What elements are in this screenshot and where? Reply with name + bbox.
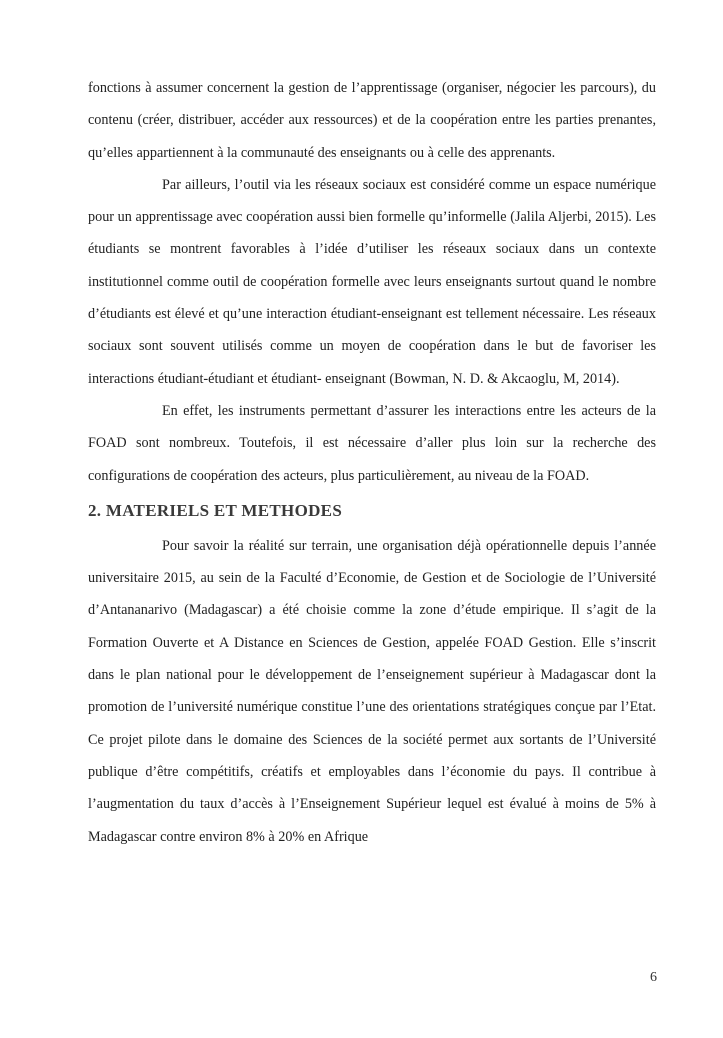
page-number: 6 <box>650 970 657 985</box>
paragraph-instruments: En effet, les instruments permettant d’assurer les interactions entre les acteurs de la FOAD sont nombreux. Toutefois, il est nécessaire d’aller plus loin sur la recherche des configurations de coopération des acteurs, plus particulièrement, au niveau de la FOAD. <box>88 402 656 484</box>
paragraph-social-networks: Par ailleurs, l’outil via les réseaux sociaux est considéré comme un espace numérique pour un apprentissage avec coopération aussi bien formelle qu’informelle (Jalila Aljerbi, 2015). Les étudiants se montrent favorables à l’idée d’utiliser les réseaux sociaux dans un contexte institutionnel comme outil de coopération formelle avec leurs enseignants surtout quand le nombre d’étudiants est élevé et qu’une interaction étudiant-enseignant est tellement nécessaire. Les réseaux sociaux sont souvent utilisés comme un moyen de coopération dans le but de favoriser les interactions étudiant-étudiant et étudiant- enseignant (Bowman, N. D. & Akcaoglu, M, 2014). <box>88 176 656 387</box>
paragraph-functions: fonctions à assumer concernent la gestion de l’apprentissage (organiser, négocier les parcours), du contenu (créer, distribuer, accéder aux ressources) et de la coopération entre les parties prenantes, qu’elles appartiennent à la communauté des enseignants ou à celle des apprenants. <box>88 80 656 161</box>
document-page <box>88 72 656 853</box>
paragraph-foad-gestion: Pour savoir la réalité sur terrain, une organisation déjà opérationnelle depuis l’année universitaire 2015, au sein de la Faculté d’Economie, de Gestion et de Sociologie de l’Université d’Antananarivo (Madagascar) a été choisie comme la zone d’étude empirique. Il s’agit de la Formation Ouverte et A Distance en Sciences de Gestion, appelée FOAD Gestion. Elle s’inscrit dans le plan national pour le développement de l’enseignement supérieur à Madagascar dont la promotion de l’université numérique constitue l’une des orientations stratégiques conçue par l’Etat. Ce projet pilote dans le domaine des Sciences de la société permet aux sortants de l’Université publique d’être compétitifs, créatifs et employables dans l’économie du pays. Il contribue à l’augmentation du taux d’accès à l’Enseignement Supérieur lequel est évalué à moins de 5% à Madagascar contre environ 8% à 20% en Afrique <box>88 537 656 845</box>
section-heading: 2. MATERIELS ET METHODES <box>88 500 343 520</box>
